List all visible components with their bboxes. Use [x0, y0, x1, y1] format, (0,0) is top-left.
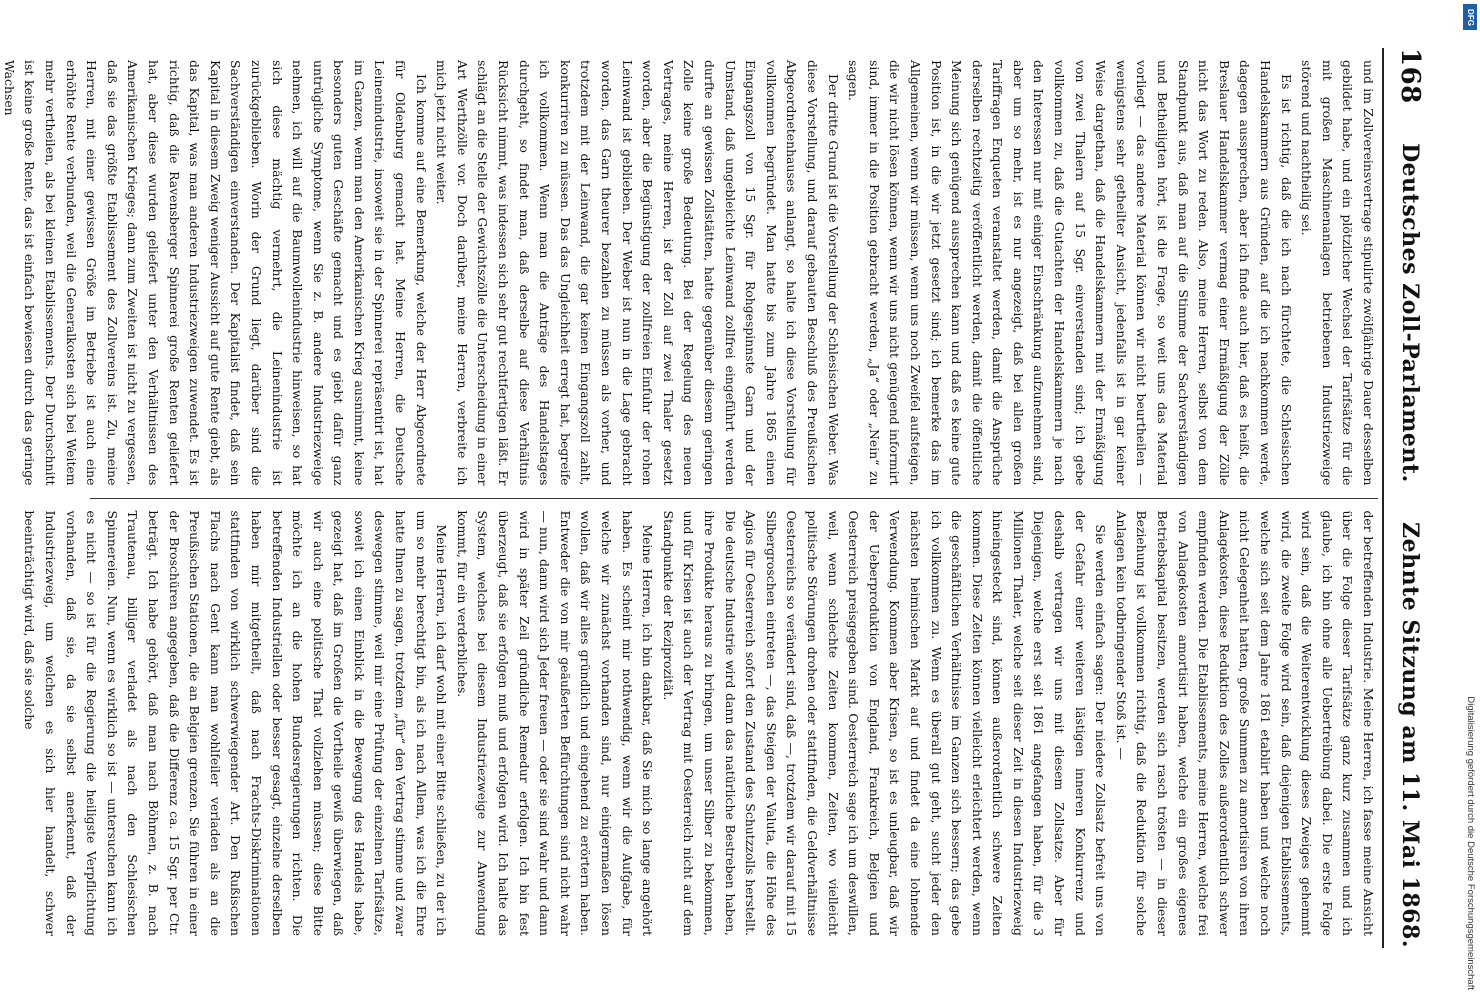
scanned-page [1, 8, 1450, 968]
page-header [1388, 48, 1432, 948]
header-rule [1382, 48, 1384, 948]
paragraph: Meine Herren, ich darf wohl mit einer Bitte schließen, zu der ich um so mehr berechtigt bin, als ich nach Allem, was ich die Ehre hatte Ihnen zu sagen, trotzdem „für“ den Vertrag stimme und zwar deswegen stimme, weil mir eine Prüfung der einzelnen Tarifsätze, soweit ich einen Einblick in die Bewegung des Handels habe, gezeigt hat, daß im Großen die Vortheile gewiß überwiegen, daß wir auch eine politische That vollziehen müssen; diese Bitte möchte ich an die hohen Bundesregierungen richten. Die betreffenden Industriellen oder besser gesagt, einzelne derselben haben mir mitgetheilt, daß nach Frachts-Diskriminationen stattfinden von wirklich schwerwiegender Art. Den Rußischen Flachs nach Gent kann man wohlfeiler verladen als an die Preußischen Stationen, die an Belgien grenzen. Sie führen in einer der Broschüren angegeben, daß die Differenz ca. 15 Sgr. per Ctr. beträgt. Ich habe gehört, daß man nach Böhmen, z. B. nach Trautenau, billiger verladet als nach den Schlesischen Spinnereien. Nun, wenn es wirklich so ist — untersuchen kann ich es nicht — so ist für die Regierung die heiligste Verpflichtung vorhanden, daß sie, da sie selbst anerkennt, daß der Industriezweig, um welchen es sich hier handelt, schwer beeinträchtigt wird, daß sie solche [22, 510, 450, 936]
text-column-right [22, 498, 1378, 949]
paragraph: Es ist richtig, daß die ich nach fürchtete, die Schlesischen Handelskammern aus Gründen, auf die ich nachkommen werde, dagegen aussprechen, aber ich finde auch hier, daß es heißt, die Breslauer Handelskammer vermag einer Ermäßigung der Zölle nicht das Wort zu reden. Also, meine Herren, selbst von dem Standpunkt aus, daß man auf die Stimme der Sachverständigen und Betheiligten hört, ist die Frage, so weit uns das Material vorliegt — das andere Material können wir nicht beurtheilen — wenigstens sehr getheilter Ansicht, jedenfalls ist in gar keiner Weise dargethan, daß die Handelskammern mit der Ermäßigung von zwei Thalern auf 15 Sgr. einverstanden sind; ich gebe vollkommen zu, daß die Gutachten der Handelskammern je nach den Interessen nur mit einiger Einschränkung aufzunehmen sind, aber um so mehr, ist es nur angezeigt, daß bei allen großen Tariffragen Enqueten veranstaltet werden, damit die Ansprüche derselben rechtzeitig veröffentlicht werden, damit die öffentliche Meinung sich genügend aussprechen kann und daß es keine gute Position ist, in die wir jetzt gesetzt sind; ich bemerke das im Allgemeinen, wenn wir müssen, wenn uns noch Zweifel aufsteigen, die wir nicht lösen können, wenn wir uns nicht genügend informirt sind, immer in die Position gebracht werden, „Ja“ oder „Nein“ zu sagen. [846, 60, 1294, 486]
running-title-right: Zehnte Sitzung am 11. Mai 1868. [1397, 522, 1423, 948]
text-columns [1, 48, 1378, 948]
digitization-note [1458, 10, 1478, 990]
text-column-left [1, 48, 1378, 498]
paragraph: Der dritte Grund ist die Vorstellung der Schlesischen Weber. Was diese Vorstellung, und darauf gebauten Beschluß des Preußischen Abgeordnetenhauses anlangt, so halte ich diese Vorstellung für vollkommen begründet. Man hatte bis zum Jahre 1865 einen Eingangszoll von 15 Sgr. für Rohgespinnste Garn und der Umstand, daß ungebleichte Leinwand zollfrei eingeführt werden durfte an gewissen Zollstätten, hatte gegenüber diesem geringen Zolle keine große Bedeutung. Bei der Regelung des neuen Vertrages, meine Herren, ist der Zoll auf zwei Thaler gesetzt worden, aber die Begünstigung der zollfreien Einfuhr der rohen Leinwand ist geblieben. Der Weber ist nun in die Lage gebracht worden, das Garn theurer bezahlen zu müssen als vorher, und trotzdem mit der Leinwand, die gar keinen Eingangszoll zahlt, konkurriren zu müssen. Das das Ungleichheit erregt hat, begreife ich vollkommen. Wenn man die Anträge des Handelstages durchgeht, so findet man, daß derselbe auf diese Verhältnis Rücksicht nimmt, was indessen sich sehr gut rechtfertigen läßt. Er schlägt an die Stelle der Gewichtszölle die Unterscheidung in einer Art Werthzölle vor. Doch darüber, meine Herren, verbreite ich mich jetzt nicht weiter. [434, 60, 841, 486]
digitization-note-text: Digitalisierung gefördert durch die Deutsche Forschungsgemeinschaft [1465, 696, 1476, 990]
running-title-left: Deutsches Zoll-Parlament. [1397, 143, 1423, 483]
paragraph: Ich komme auf eine Bemerkung, welche der Herr Abgeordnete für Oldenburg gemacht hat. Meine Herren, die Deutsche Leinenindustrie, insoweit sie in der Spinnerei repräsentirt ist, hat im Ganzen, wenn man den Amerikanischen Krieg ausnimmt, keine besonders guten Geschäfte gemacht und es giebt dafür ganz untrügliche Symptome, wenn Sie z. B. andere Industriezweige nehmen, ich will auf die Baumwollenindustrie hinweisen, so hat sich diese mächtig vermehrt, die Leinenindustrie ist zurückgeblieben. Worin der Grund liegt, darüber sind die Sachverständigen einverstanden. Der Kapitalist findet, daß sein Kapital in diesem Zweig weniger Aussicht auf gute Rente giebt, als das Kapital, was man anderen Industriezweigen zuwendet. Es ist richtig, daß die Ravensberger Spinnerei große Renten geliefert hat, aber diese wurden geliefert unter den Verhältnissen des Amerikanischen Krieges; dann zum Zweiten ist nicht zu vergessen, daß sie das größte Etablissement des Zollvereins ist. Zu, meine Herren, mit einer gewissen Größe im Betriebe ist auch eine erhöhte Rente verbunden, weil die Generalkosten sich bei Weitem mehr vertheilen, als bei kleinen Etablissements. Der Durchschnitt ist keine große Rente, das ist einfach bewiesen durch das geringe Wachsen [1, 60, 429, 486]
paragraph: Sie werden einfach sagen: Der niedere Zollsatz befreit uns von der Gefahr einer weiteren lästigen inneren Konkurrenz und deshalb vertragen wir uns mit diesem Zollsatze. Aber für Diejenigen, welche erst seit 1861 angefangen haben, für die 3 Millionen Thaler, welche seit dieser Zeit in diesen Industriezweig hineingesteckt sind, können außerordentlich schwere Zeiten kommen. Diese Zeiten können vielleicht erleichtert werden, wenn die geschäftlichen Verhältnisse im Ganzen sich bessern; das gebe ich vollkommen zu. Wenn es überall gut geht, sucht jeder den nächsten heimischen Markt auf und findet da eine lohnende Verwendung. Kommen aber Krisen, so ist es unleugbar, daß wir der Ueberproduktion von England, Frankreich, Belgien und Oesterreich preisgegeben sind. Oesterreich sage ich um deswillen, weil, wenn schlechte Zeiten kommen, Zeiten, wo vielleicht politische Störungen drohen oder stattfinden, die Geldverhältnisse Oesterreichs so verändert sind, daß —, trotzdem wir darauf mit 15 Silbergroschen eintreten —, das Steigen der Valuta, die Höhe des Agios für Oesterreich sofort den Zustand des Schutzzolls herstellt. Die deutsche Industrie wird dann das natürliche Bestreben haben, ihre Produkte heraus zu bringen, um unser Silber zu bekommen, und für Krisen ist auch der Vertrag mit Oesterreich nicht auf dem Standpunkte der Reziprozität. [660, 510, 1109, 936]
dfg-logo-text: DFG [1465, 8, 1475, 26]
paragraph: und im Zollvereinsvertrage stipulirte zwölfjährige Dauer desselben gebildet habe, und ein plötzlicher Wechsel der Tarifsätze für die mit großen Maschinenanlagen betriebenen Industriezweige störend und nachtheilig sei. [1299, 60, 1376, 486]
paragraph: Meine Herren, ich bin dankbar, daß Sie mich so lange angehört haben. Es scheint mir nothwendig, wenn wir die Aufgabe, für welche wir zunächst vorhanden sind, nur einigermaßen lösen wollen, daß wir alles gründlich und eingehend zu erörtern haben. Entweder die von mir geäußerten Befürchtungen sind nicht wahr — nun, dann wird sich Jeder freuen — oder sie sind wahr und dann wird in später Zeil gründliche Remedur erfolgen. Ich bin fest überzeugt, daß sie erfolgen muß und erfolgen wird. Ich halte das System, welches bei diesem Industriezweige zur Anwendung kommt, für ein verderbliches. [454, 510, 656, 936]
paragraph: der betreffenden Industrie. Meine Herren, ich fasse meine Ansicht über die Folge dieser Tarifsätze ganz kurz zusammen und ich glaube, ich bin ohne alle Uebertreibung dabei. Die erste Folge wird sein, daß die Weiterentwicklung dieses Zweiges gehemmt wird, die zweite Folge wird sein, daß diejenigen Etablissements, welche sich seit dem Jahre 1861 etablirt haben und welche noch nicht Gelegenheit hatten, große Summen zu amortisiren von ihren Anlagekosten, diese Reduktion des Zolles außerordentlich schwer empfinden werden. Die Etablissements, meine Herren, welche frei von Anlagekosten amortisirt haben, welche ein großes eigenes Betriebskapital besitzen, werden sich rasch trösten — in dieser Beziehung ist vollkommen richtig, daß die Reduktion für solche Anlagen kein todbringender Stoß ist. — [1113, 510, 1376, 936]
page-number: 168 [1395, 48, 1425, 104]
